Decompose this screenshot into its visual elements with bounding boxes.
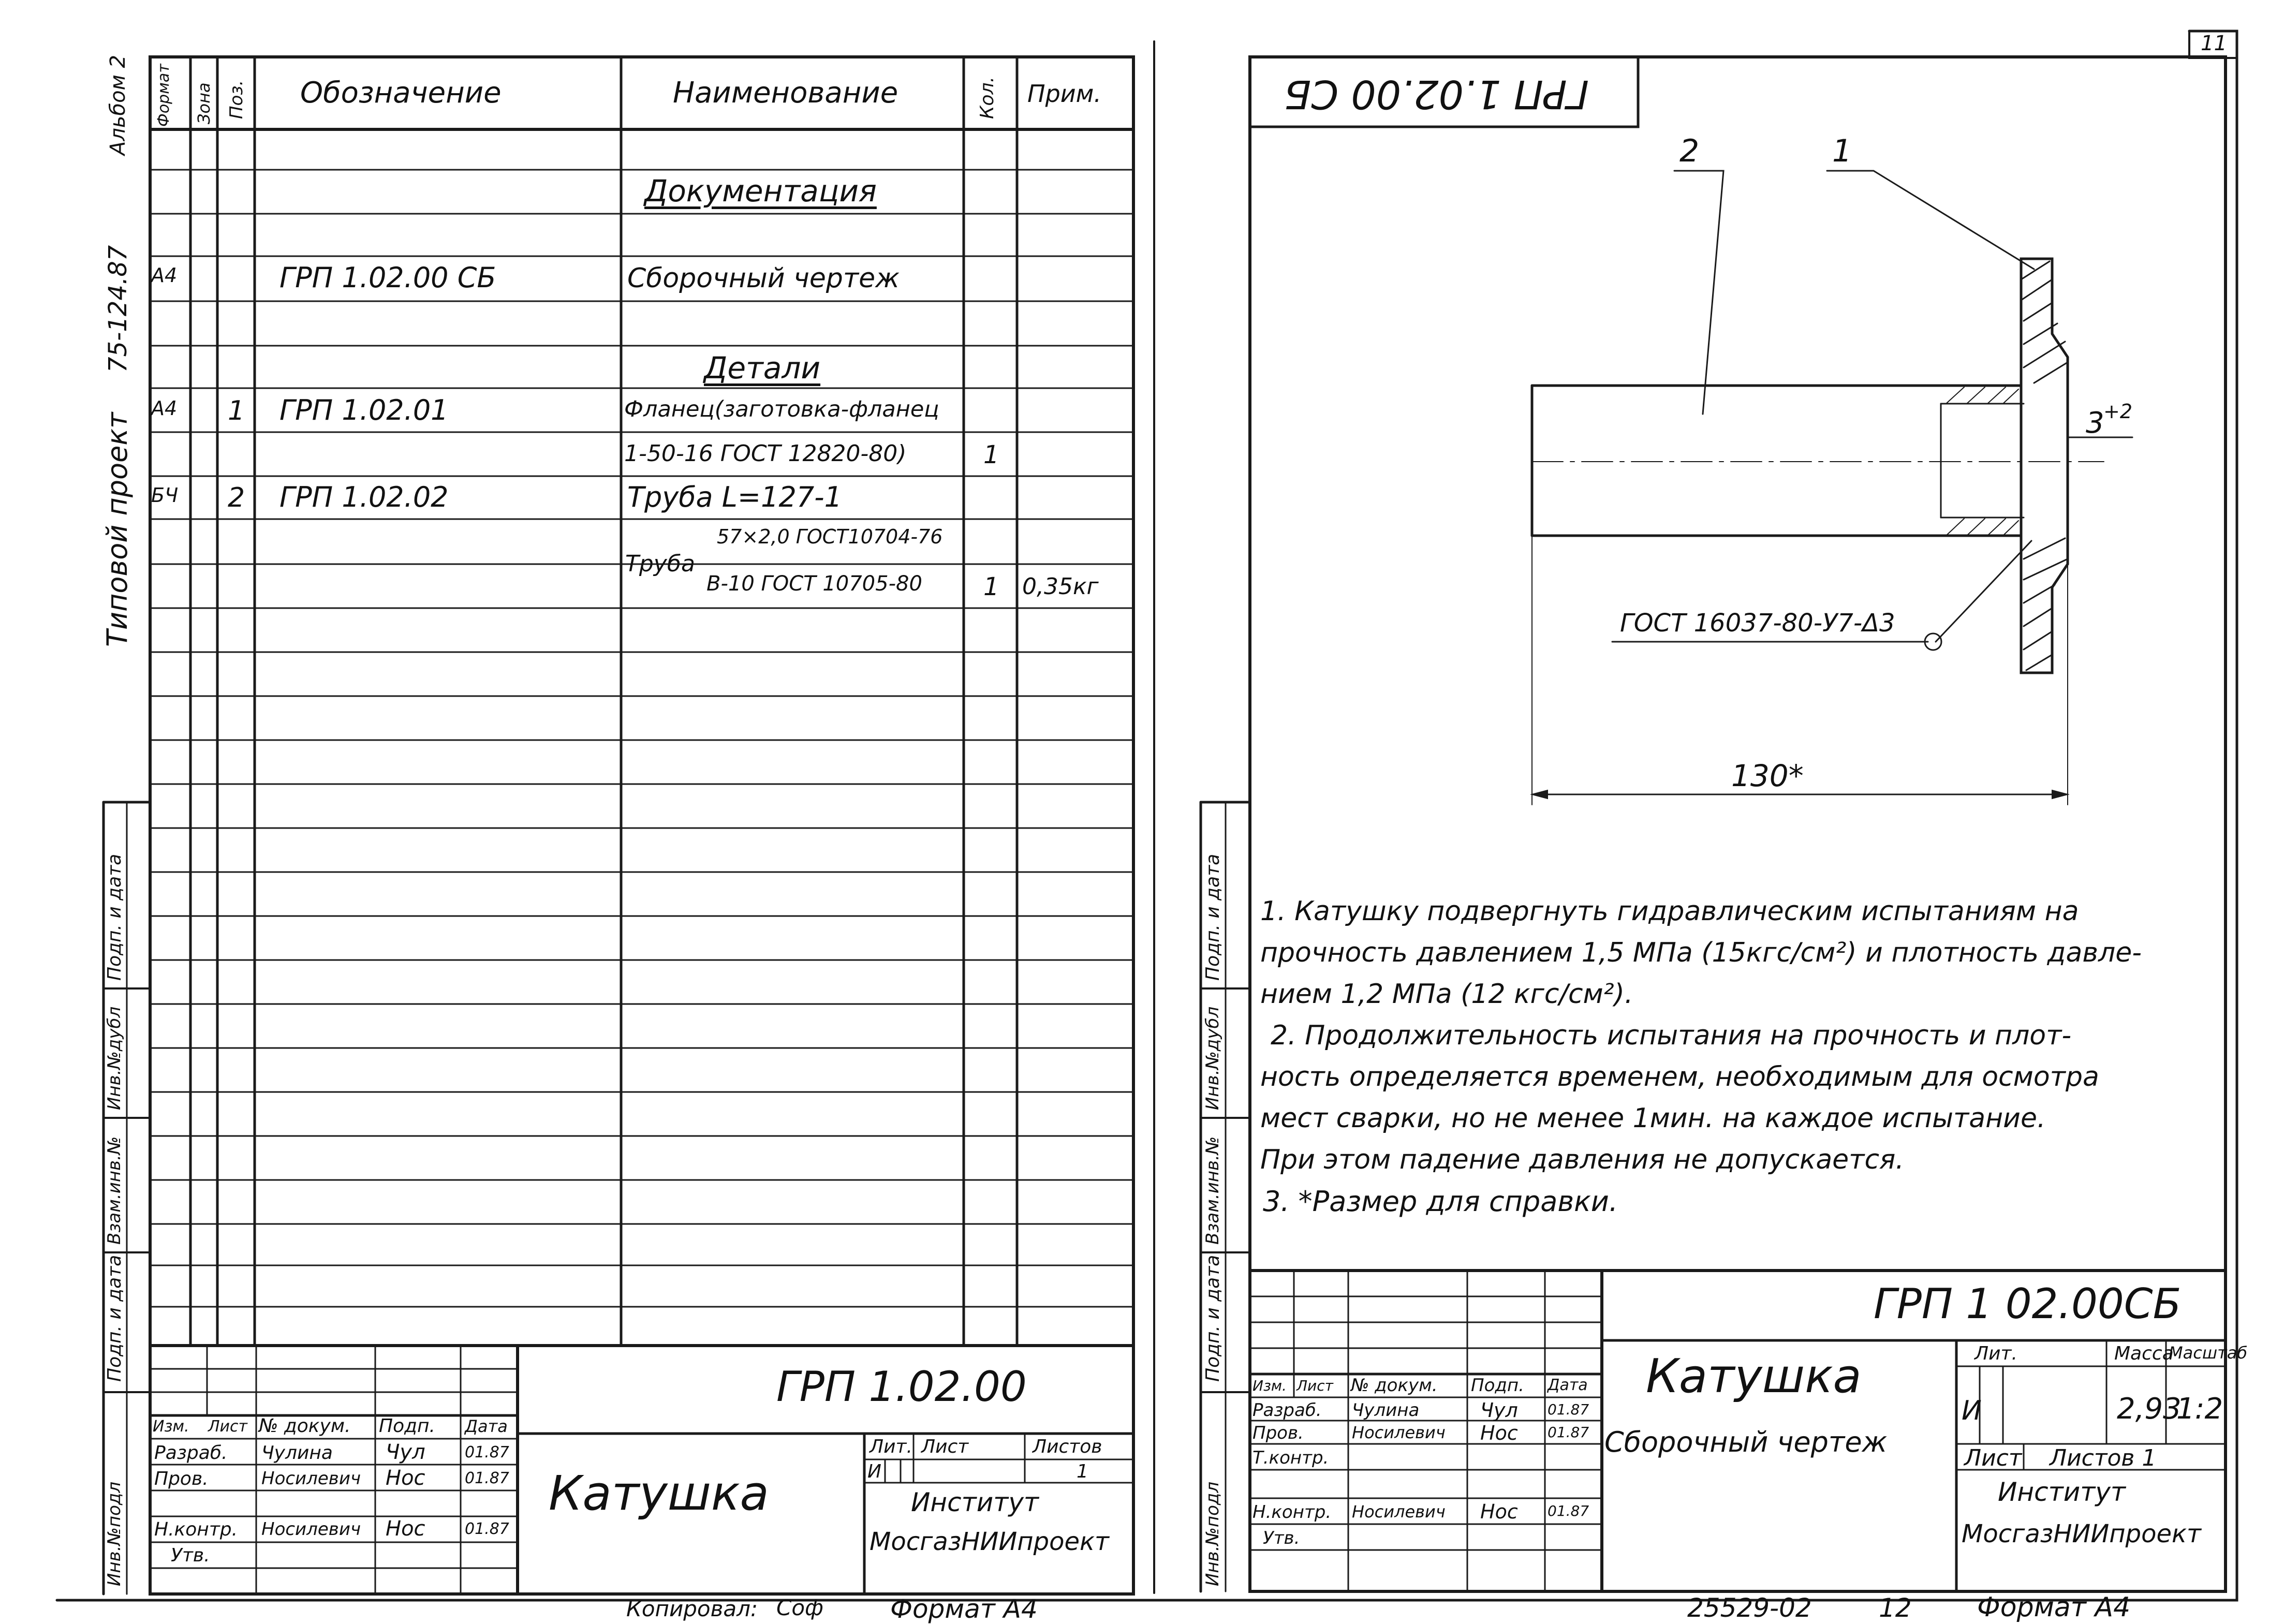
spec-sheets-value: 1 [1077,1461,1088,1482]
row3-name: 1-50-16 ГОСТ 12820-80) [624,440,907,467]
asm-col-change: Изм. [1252,1377,1287,1394]
spec-date-1: 01.87 [465,1443,509,1461]
asm-name-1: Чулина [1352,1400,1420,1421]
row4-name: Труба L=127-1 [627,481,843,513]
footer-copied-label: Копировал: [626,1596,758,1621]
spec-sign-2: Нос [386,1466,425,1490]
asm-date-2: 01.87 [1548,1424,1589,1441]
asm-role-1: Разраб. [1252,1400,1322,1421]
asm-sign-2: Нос [1480,1422,1518,1444]
spec-col-change: Изм. [153,1418,189,1436]
spec-sheets-label: Листов [1033,1436,1102,1457]
header-position: Поз. [226,80,247,119]
header-quantity: Кол. [977,76,998,119]
spec-name-2: Носилевич [261,1468,361,1489]
row5-name-bottom: В-10 ГОСТ 10705-80 [706,572,922,596]
project-number: 75-124.87 [104,245,132,373]
spec-name-1: Чулина [261,1442,333,1464]
dim-gap: 3 [2086,406,2104,440]
stamp-inv-podl: Инв.№подл [104,1481,125,1586]
section-documentation: Документация [644,173,877,209]
asm-mass-value: 2,93 [2117,1392,2182,1426]
album-label: Альбом 2 [106,55,130,155]
section-parts: Детали [704,350,821,386]
asm-role-5: Н.контр. [1252,1502,1332,1523]
asm-role-6: Утв. [1263,1528,1300,1548]
assembly-subtitle: Сборочный чертеж [1604,1426,1888,1458]
stamp-inv-podl-right: Инв.№подл [1202,1481,1223,1586]
footer-code: 25529-02 [1687,1593,1812,1623]
header-name: Наименование [673,76,898,110]
asm-col-docno: № докум. [1351,1375,1438,1396]
note-line-6: мест сварки, но не менее 1мин. на каждое испытание. [1260,1103,2046,1134]
spec-date-4: 01.87 [465,1520,509,1538]
dim-length: 130* [1731,758,1804,793]
footer-copied-sign: Соф [776,1595,823,1620]
asm-lit-value: И [1962,1395,1982,1426]
note-line-5: ность определяется временем, необходимым для осмотра [1260,1061,2099,1092]
stamp-sign-date-right-1: Подп. и дата [1202,1254,1224,1382]
asm-date-5: 01.87 [1548,1502,1589,1519]
footer-format-left: Формат А4 [890,1594,1038,1624]
row1-format: А4 [151,264,178,287]
spec-sign-4: Нос [386,1517,425,1541]
row5-name-prefix: Труба [625,551,695,577]
spec-date-2: 01.87 [465,1469,509,1487]
note-line-4: 2. Продолжительность испытания на прочность и плот- [1271,1020,2072,1051]
asm-date-1: 01.87 [1548,1401,1589,1418]
spec-designation: ГРП 1.02.00 [776,1363,1027,1411]
asm-col-date: Дата [1548,1376,1588,1394]
note-line-2: прочность давлением 1,5 МПа (15кгс/см²) и плотность давле- [1260,937,2142,968]
row4-designation: ГРП 1.02.02 [279,481,449,513]
stamp-sign-date-right-2: Подп. и дата [1202,853,1224,981]
asm-lit-label: Лит. [1974,1343,2017,1364]
asm-name-5: Носилевич [1352,1502,1446,1522]
assembly-designation: ГРП 1 02.00СБ [1874,1280,2182,1328]
row2-format: А4 [151,397,178,420]
stamp-vzam-inv: Взам.инв.№ [104,1136,125,1245]
row5-note: 0,35кг [1022,573,1099,600]
asm-sign-1: Чул [1480,1399,1518,1422]
page-number: 11 [2201,32,2227,55]
stamp-sign-date-1: Подп. и дата [104,1254,125,1382]
footer-page: 12 [1879,1593,1912,1623]
asm-role-2: Пров. [1252,1423,1304,1443]
weld-note: ГОСТ 16037-80-У7-Δ3 [1620,609,1895,638]
row2-name: Фланец(заготовка-фланец [624,396,939,422]
spec-col-docno: № докум. [259,1415,351,1437]
asm-name-2: Носилевич [1352,1423,1446,1442]
spec-role-1: Разраб. [154,1442,228,1464]
asm-mass-label: Масса [2114,1343,2174,1364]
asm-col-sheet: Лист [1296,1377,1333,1394]
spec-col-date: Дата [465,1416,508,1436]
row2-designation: ГРП 1.02.01 [279,394,449,426]
row3-quantity: 1 [983,440,999,469]
dim-gap-tolerance: +2 [2103,400,2133,423]
note-line-8: 3. *Размер для справки. [1263,1185,1618,1218]
spec-title: Катушка [549,1466,769,1521]
leader-label-2: 2 [1679,133,1700,169]
spec-role-5: Утв. [171,1545,210,1566]
stamp-inv-dubl-right: Инв.№дубл [1202,1006,1223,1110]
row5-name-top: 57×2,0 ГОСТ10704-76 [717,525,943,548]
row1-name: Сборочный чертеж [627,263,900,294]
leader-label-1: 1 [1832,133,1852,169]
note-line-7: При этом падение давления не допускается. [1260,1144,1904,1175]
row2-position: 1 [228,395,245,426]
asm-org-line1: Институт [1998,1477,2126,1507]
spec-lit-label: Лит. [870,1436,912,1457]
asm-org-line2: МосгазНИИпроект [1962,1519,2201,1548]
stamp-sign-date-2: Подп. и дата [104,853,125,981]
row4-format: БЧ [151,484,179,507]
header-designation: Обозначение [300,76,502,110]
asm-role-3: Т.контр. [1252,1448,1329,1468]
row5-quantity: 1 [983,572,999,601]
row4-position: 2 [228,482,245,513]
asm-scale-label: Масштаб [2169,1343,2248,1363]
spec-name-4: Носилевич [261,1519,361,1540]
top-stamp-rotated: ГРП 1.02.00 СБ [1284,71,1589,117]
stamp-vzam-inv-right: Взам.инв.№ [1202,1136,1223,1245]
footer-format-right: Формат А4 [1977,1592,2131,1623]
spec-col-sign: Подп. [379,1415,435,1437]
spec-org-line1: Институт [911,1487,1039,1517]
stamp-inv-dubl: Инв.№дубл [104,1006,125,1110]
spec-role-4: Н.контр. [154,1519,238,1540]
asm-col-sign: Подп. [1471,1375,1524,1396]
asm-sheets-label: Листов 1 [2050,1445,2157,1471]
asm-scale-value: 1:2 [2176,1392,2223,1426]
header-format: Формат [155,64,173,127]
spec-col-sheet: Лист [208,1418,248,1436]
header-zone: Зона [194,82,214,124]
assembly-title: Катушка [1646,1349,1862,1404]
spec-org-line2: МосгазНИИпроект [870,1527,1109,1556]
spec-lit-value: И [867,1461,881,1482]
spec-role-2: Пров. [154,1468,209,1489]
row1-designation: ГРП 1.02.00 СБ [279,261,496,294]
header-note: Прим. [1027,80,1102,108]
note-line-1: 1. Катушку подвергнуть гидравлическим испытаниям на [1260,896,2079,927]
note-line-3: нием 1,2 МПа (12 кгс/см²). [1260,979,1633,1010]
asm-sheet-label: Лист [1964,1445,2022,1471]
spec-sign-1: Чул [386,1440,425,1464]
project-label: Типовой проект [101,412,134,647]
asm-sign-5: Нос [1480,1500,1518,1523]
spec-sheet-label: Лист [921,1436,969,1457]
